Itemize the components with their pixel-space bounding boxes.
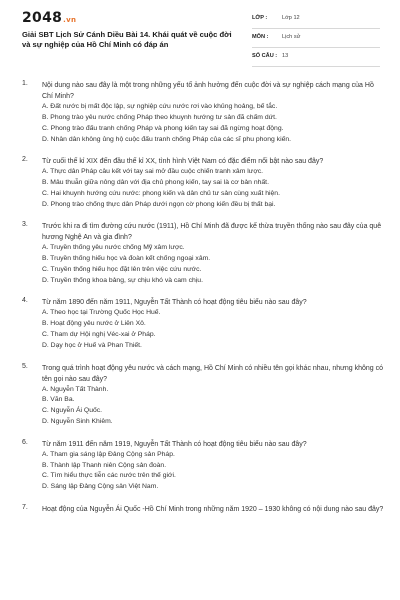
answer-option-b[interactable]: B. Mâu thuẫn giữa nông dân với địa chủ phong kiến, tay sai là cơ bản nhất.: [42, 179, 269, 187]
question-number: 7.: [22, 503, 28, 511]
question-1: [22, 80, 386, 146]
question-list: [22, 80, 386, 525]
answer-option-d[interactable]: D. Nguyễn Sinh Khiêm.: [42, 418, 113, 426]
answer-option-c[interactable]: C. Nguyễn Ái Quốc.: [42, 407, 103, 415]
question-number: 4.: [22, 297, 28, 305]
document-meta: [252, 13, 380, 70]
question-7: [22, 504, 386, 515]
logo-suffix: .vn: [63, 16, 77, 24]
answer-option-d[interactable]: D. Dạy học ở Huế và Phan Thiết.: [42, 342, 142, 350]
question-text: Từ cuối thế kỉ XIX đến đầu thế kỉ XX, tình hình Việt Nam có đặc điểm nổi bật nào sau đây?: [42, 158, 324, 166]
answer-option-b[interactable]: B. Hoạt động yêu nước ở Liên Xô.: [42, 320, 146, 328]
meta-label: MÔN :: [252, 34, 269, 40]
answer-option-c[interactable]: C. Tham dự Hội nghị Véc-xai ở Pháp.: [42, 331, 156, 339]
question-number: 6.: [22, 438, 28, 446]
document-title: Giải SBT Lịch Sử Cánh Diều Bài 14. Khái quát về cuộc đời và sự nghiệp của Hồ Chí Minh có đáp án: [22, 30, 232, 49]
answer-option-c[interactable]: C. Hai khuynh hướng cứu nước: phong kiến và dân chủ tư sản cùng xuất hiện.: [42, 189, 280, 197]
answer-option-a[interactable]: A. Truyền thống yêu nước chống Mỹ xâm lược.: [42, 244, 185, 252]
answer-option-a[interactable]: A. Thực dân Pháp câu kết với tay sai mở đầu cuộc chiến tranh xâm lược.: [42, 168, 264, 176]
meta-row-count: [252, 51, 380, 67]
meta-row-class: [252, 13, 380, 29]
answer-option-b[interactable]: B. Truyền thống hiếu học và đoàn kết chống ngoại xâm.: [42, 255, 211, 263]
question-text: Từ năm 1911 đến năm 1919, Nguyễn Tất Thành có hoạt động tiêu biểu nào sau đây?: [42, 440, 307, 448]
question-text: Hoạt động của Nguyễn Ái Quốc -Hồ Chí Minh trong những năm 1920 – 1930 không có nội dung nào sau đây?: [42, 505, 384, 513]
answer-option-d[interactable]: D. Truyền thống khoa bảng, sự chịu khó và cam chịu.: [42, 276, 203, 284]
meta-value: Lịch sử: [282, 34, 301, 40]
answer-option-a[interactable]: A. Nguyễn Tất Thành.: [42, 385, 109, 393]
answer-option-d[interactable]: D. Nhân dân không ủng hộ cuộc đấu tranh chống Pháp của các sĩ phu phong kiến.: [42, 135, 292, 143]
answer-option-c[interactable]: C. Tìm hiểu thực tiễn các nước trên thế giới.: [42, 472, 176, 480]
answer-option-c[interactable]: C. Phong trào đấu tranh chống Pháp và phong kiến tay sai đã ngừng hoạt động.: [42, 124, 284, 132]
logo-text: 2048: [22, 10, 63, 26]
answer-option-b[interactable]: B. Văn Ba.: [42, 396, 75, 404]
question-4: [22, 297, 386, 352]
question-text: Nội dung nào sau đây là một trong những yếu tố ảnh hưởng đến cuộc đời và sự nghiệp cách mạng của Hồ Chí Minh?: [42, 82, 374, 100]
question-text: Trước khi ra đi tìm đường cứu nước (1911), Hồ Chí Minh đã được kế thừa truyền thống nào sau đây của quê hương Nghệ An và gia đình?: [42, 223, 382, 242]
question-number: 3.: [22, 221, 28, 229]
answer-option-b[interactable]: B. Thành lập Thanh niên Cộng sản đoàn.: [42, 461, 167, 469]
question-3: [22, 221, 386, 287]
question-number: 5.: [22, 362, 28, 370]
answer-option-c[interactable]: C. Truyền thống hiếu học đặt lên trên việc cứu nước.: [42, 266, 202, 274]
answer-option-a[interactable]: A. Đất nước bị mất độc lập, sự nghiệp cứu nước rơi vào khủng hoảng, bế tắc.: [42, 103, 278, 110]
meta-value: Lớp 12: [282, 15, 300, 21]
question-text: Trong quá trình hoạt động yêu nước và cách mạng, Hồ Chí Minh có nhiều tên gọi khác nhau, nhưng không có tên gọi nào sau đây?: [42, 364, 383, 383]
question-number: 1.: [22, 80, 28, 87]
answer-option-a[interactable]: A. Tham gia sáng lập Đảng Cộng sản Pháp.: [42, 450, 175, 458]
question-number: 2.: [22, 156, 28, 164]
site-logo[interactable]: [22, 10, 76, 26]
answer-option-d[interactable]: D. Phong trào chống thực dân Pháp dưới ngọn cờ phong kiến đều bị thất bại.: [42, 200, 276, 208]
question-text: Từ năm 1890 đến năm 1911, Nguyễn Tất Thành có hoạt động tiêu biểu nào sau đây?: [42, 299, 307, 307]
page-header: [0, 0, 400, 62]
meta-value: 13: [282, 53, 289, 59]
meta-label: LỚP :: [252, 15, 268, 21]
answer-option-d[interactable]: D. Sáng lập Đảng Cộng sản Việt Nam.: [42, 483, 159, 491]
answer-option-a[interactable]: A. Theo học tại Trường Quốc Học Huế.: [42, 309, 161, 317]
question-6: [22, 439, 386, 494]
answer-option-b[interactable]: B. Phong trào yêu nước chống Pháp theo khuynh hướng tư sản đã chấm dứt.: [42, 113, 277, 121]
question-2: [22, 156, 386, 211]
meta-label: SỐ CÂU :: [252, 53, 278, 59]
question-5: [22, 363, 386, 429]
meta-row-subject: [252, 32, 380, 48]
